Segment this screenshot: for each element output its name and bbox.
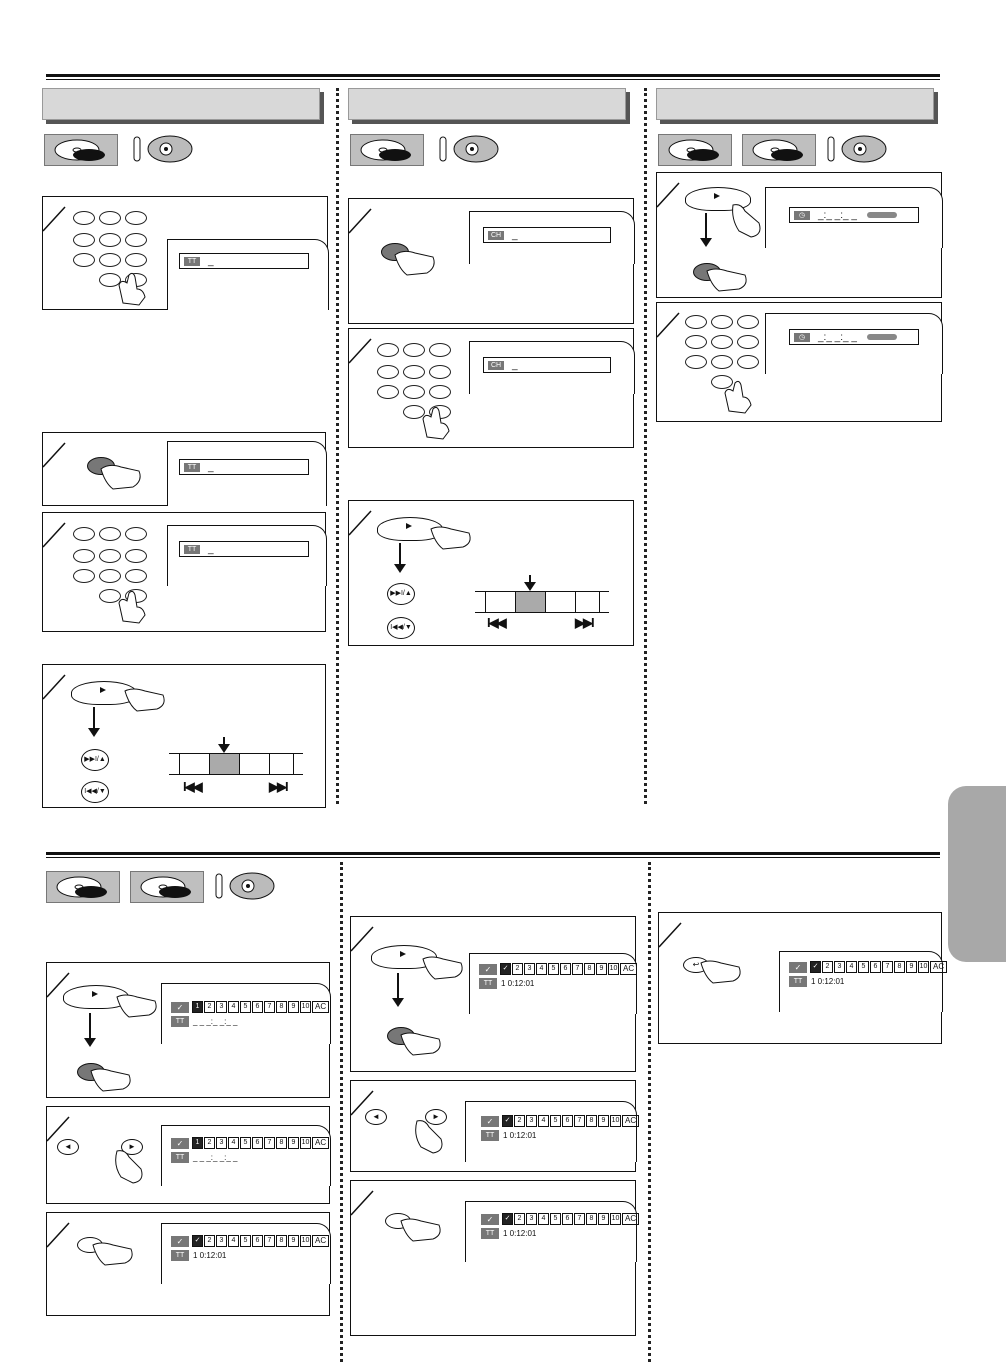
number-key[interactable] bbox=[685, 315, 707, 329]
top-rule bbox=[46, 74, 940, 77]
step-panel-button-title bbox=[42, 432, 326, 506]
cd-disc-icon bbox=[742, 134, 816, 166]
disc-icons-col1 bbox=[44, 133, 194, 167]
remote-control-icon bbox=[132, 133, 194, 167]
number-key[interactable] bbox=[377, 365, 399, 379]
down-arrow-icon bbox=[89, 1013, 91, 1039]
number-key[interactable] bbox=[737, 355, 759, 369]
step-panel-marker-open bbox=[46, 962, 330, 1098]
skip-prev-button[interactable]: I◀◀/▼ bbox=[387, 617, 415, 639]
hand-pointer-icon bbox=[719, 375, 759, 415]
step-panel-time-keypad bbox=[656, 302, 942, 422]
hand-pointer-icon bbox=[115, 991, 159, 1021]
position-arrow-icon bbox=[529, 575, 531, 583]
tv-screen bbox=[167, 239, 329, 310]
hand-pointer-icon bbox=[421, 953, 465, 983]
skip-prev-symbol: I◀◀ bbox=[487, 615, 505, 630]
step-panel-skip-title bbox=[42, 664, 326, 808]
marker-time-row: TT 1 0:12:01 bbox=[479, 977, 534, 989]
number-key[interactable] bbox=[125, 569, 147, 583]
skip-next-button[interactable]: ▶▶I/▲ bbox=[387, 583, 415, 605]
number-key[interactable] bbox=[99, 549, 121, 563]
hand-pointer-icon bbox=[111, 1147, 151, 1187]
skip-next-symbol: ▶▶I bbox=[575, 615, 593, 630]
number-key[interactable] bbox=[73, 211, 95, 225]
disc-icons-col2 bbox=[350, 133, 500, 167]
number-key[interactable] bbox=[429, 365, 451, 379]
chapter-entry-osd: CH _ bbox=[483, 357, 611, 373]
hand-pointer-icon bbox=[411, 1117, 451, 1157]
step-panel-marker-enter bbox=[46, 1212, 330, 1316]
title-entry-osd: TT _ bbox=[179, 459, 309, 475]
hand-pointer-icon bbox=[123, 685, 167, 715]
dvd-disc-icon bbox=[46, 871, 120, 903]
step-panel-marker-recall-enter bbox=[350, 1180, 636, 1336]
section-header-chapter-search bbox=[348, 88, 626, 120]
section-header-title-search bbox=[42, 88, 320, 120]
number-key[interactable] bbox=[711, 315, 733, 329]
step-panel-keypad-title-2 bbox=[42, 512, 326, 632]
down-arrow-icon bbox=[705, 213, 707, 239]
hand-pointer-icon bbox=[417, 401, 457, 441]
hand-pointer-icon bbox=[705, 265, 749, 295]
number-key[interactable] bbox=[73, 569, 95, 583]
step-panel-marker-clear bbox=[658, 912, 945, 1044]
step-panel-marker-recall-select bbox=[350, 1080, 636, 1172]
step-panel-skip-chapter bbox=[348, 500, 634, 646]
section-header-time-search bbox=[656, 88, 934, 120]
number-key[interactable] bbox=[125, 549, 147, 563]
step-panel-marker-recall bbox=[350, 916, 636, 1072]
bottom-rule bbox=[46, 852, 940, 855]
bottom-rule-thin bbox=[46, 857, 940, 858]
step-corner-mark bbox=[659, 913, 699, 953]
dvd-disc-icon bbox=[658, 134, 732, 166]
side-section-tab bbox=[948, 786, 1006, 962]
step-panel-keypad-chapter bbox=[348, 328, 634, 448]
number-key[interactable] bbox=[377, 343, 399, 357]
position-arrow-icon bbox=[223, 737, 225, 745]
number-key[interactable] bbox=[73, 253, 95, 267]
number-key[interactable] bbox=[73, 233, 95, 247]
number-key[interactable] bbox=[429, 385, 451, 399]
top-rule-thin bbox=[46, 79, 940, 80]
marker-number-row: ✓ ✓ 2 3 4 5 6 7 8 9 10 AC bbox=[479, 963, 637, 975]
skip-prev-button[interactable]: I◀◀/▼ bbox=[81, 781, 109, 803]
hand-pointer-icon bbox=[89, 1065, 133, 1095]
marker-number-row: ✓ 1 2 3 4 5 6 7 8 9 10 AC bbox=[171, 1137, 329, 1149]
number-key[interactable] bbox=[99, 569, 121, 583]
number-key[interactable] bbox=[403, 385, 425, 399]
number-key[interactable] bbox=[99, 253, 121, 267]
marker-number-row: ✓ ✓ 2 3 4 5 6 7 8 9 10 AC bbox=[481, 1115, 639, 1127]
number-key[interactable] bbox=[737, 315, 759, 329]
number-key[interactable] bbox=[377, 385, 399, 399]
skip-next-symbol: ▶▶I bbox=[269, 779, 287, 794]
number-key[interactable] bbox=[737, 335, 759, 349]
clock-icon: ◷ bbox=[794, 211, 810, 220]
marker-number-row: ✓ ✓ 2 3 4 5 6 7 8 9 10 AC bbox=[789, 961, 947, 973]
remote-control-icon bbox=[826, 133, 888, 167]
right-arrow-button[interactable]: ► bbox=[121, 1139, 143, 1155]
disc-icons-bottom bbox=[46, 870, 276, 904]
column-separator bbox=[648, 862, 651, 1362]
marker-number-row: ✓ ✓ 2 3 4 5 6 7 8 9 10 AC bbox=[171, 1235, 329, 1247]
left-arrow-button[interactable]: ◄ bbox=[57, 1139, 79, 1155]
step-panel-button-chapter bbox=[348, 198, 634, 324]
down-arrow-icon bbox=[397, 973, 399, 999]
hand-pointer-icon bbox=[429, 523, 473, 553]
hand-pointer-icon bbox=[399, 1215, 443, 1245]
hand-pointer-icon bbox=[113, 585, 153, 625]
step-panel-time-button bbox=[656, 172, 942, 298]
number-key[interactable] bbox=[685, 355, 707, 369]
number-key[interactable] bbox=[125, 253, 147, 267]
hand-pointer-icon bbox=[99, 461, 143, 493]
marker-time-row: TT 1 0:12:01 bbox=[481, 1227, 536, 1239]
hand-pointer-icon bbox=[393, 247, 437, 279]
marker-time-row: TT 1 0:12:01 bbox=[171, 1249, 226, 1261]
number-key[interactable] bbox=[99, 233, 121, 247]
number-key[interactable] bbox=[403, 365, 425, 379]
number-key[interactable] bbox=[125, 527, 147, 541]
hand-pointer-icon bbox=[399, 1029, 443, 1059]
column-separator bbox=[336, 88, 339, 804]
number-key[interactable] bbox=[99, 211, 121, 225]
marker-time-row: TT _ _ _:_ _:_ _ bbox=[171, 1151, 237, 1163]
dvd-disc-icon bbox=[44, 134, 118, 166]
marker-time-row: TT _ _ _:_ _:_ _ bbox=[171, 1015, 237, 1027]
skip-next-button[interactable]: ▶▶I/▲ bbox=[81, 749, 109, 771]
number-key[interactable] bbox=[685, 335, 707, 349]
time-entry-osd: ◷ _:_ _:_ _ bbox=[789, 329, 919, 345]
step-corner-mark bbox=[43, 433, 83, 473]
hand-pointer-icon bbox=[113, 267, 153, 307]
step-corner-mark bbox=[351, 1181, 391, 1221]
marker-number-row: ✓ 1 2 3 4 5 6 7 8 9 10 AC bbox=[171, 1001, 329, 1013]
down-arrow-icon bbox=[399, 543, 401, 565]
marker-time-row: TT 1 0:12:01 bbox=[481, 1129, 536, 1141]
number-key[interactable] bbox=[99, 527, 121, 541]
right-arrow-button[interactable]: ► bbox=[425, 1109, 447, 1125]
tv-screen bbox=[161, 983, 331, 1044]
hand-pointer-icon bbox=[699, 957, 743, 987]
cd-disc-icon bbox=[130, 871, 204, 903]
number-key[interactable] bbox=[711, 335, 733, 349]
disc-icons-col3 bbox=[658, 133, 888, 167]
marker-number-row: ✓ ✓ 2 3 4 5 6 7 8 9 10 AC bbox=[481, 1213, 639, 1225]
down-arrow-icon bbox=[93, 707, 95, 729]
step-panel-keypad-title bbox=[42, 196, 328, 310]
number-key[interactable] bbox=[429, 343, 451, 357]
number-key[interactable] bbox=[125, 233, 147, 247]
time-entry-osd: ◷ _:_ _:_ _ bbox=[789, 207, 919, 223]
hand-pointer-icon bbox=[729, 201, 765, 241]
clock-icon: ◷ bbox=[794, 333, 810, 342]
remote-control-icon bbox=[214, 870, 276, 904]
step-corner-mark bbox=[349, 199, 389, 239]
chapter-entry-osd: CH _ bbox=[483, 227, 611, 243]
number-key[interactable] bbox=[125, 211, 147, 225]
number-key[interactable] bbox=[73, 527, 95, 541]
number-key[interactable] bbox=[711, 355, 733, 369]
column-separator bbox=[644, 88, 647, 804]
number-key[interactable] bbox=[403, 343, 425, 357]
title-entry-osd: TT _ bbox=[179, 253, 309, 269]
dvd-disc-icon bbox=[350, 134, 424, 166]
title-entry-osd: TT _ bbox=[179, 541, 309, 557]
skip-prev-symbol: I◀◀ bbox=[183, 779, 201, 794]
return-button[interactable]: ↩ bbox=[683, 957, 709, 973]
step-panel-marker-select bbox=[46, 1106, 330, 1204]
hand-pointer-icon bbox=[91, 1239, 135, 1269]
skip-bar bbox=[475, 591, 609, 613]
skip-bar bbox=[169, 753, 303, 775]
left-arrow-button[interactable]: ◄ bbox=[365, 1109, 387, 1125]
number-key[interactable] bbox=[73, 549, 95, 563]
marker-time-row: TT 1 0:12:01 bbox=[789, 975, 844, 987]
remote-control-icon bbox=[438, 133, 500, 167]
column-separator bbox=[340, 862, 343, 1362]
